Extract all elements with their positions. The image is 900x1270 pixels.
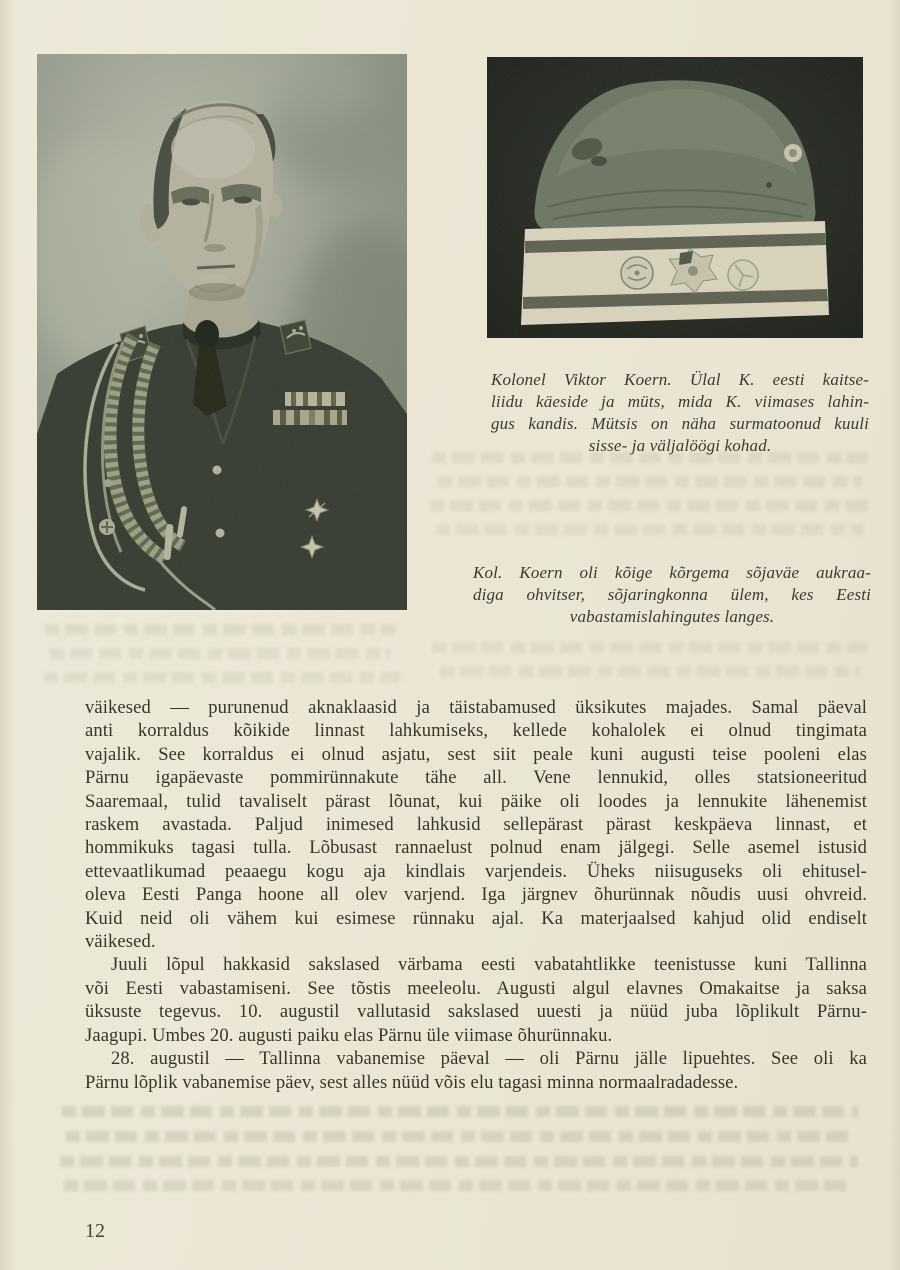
bleedthrough-text: [430, 500, 870, 511]
text-line: vajalik. See korraldus ei olnud asjatu, sest siit peale kuni augusti teise pooleni elas: [85, 743, 867, 765]
text-line: Jaagupi. Umbes 20. augusti paiku elas Pärnu üle viimase õhurünnaku.: [85, 1024, 613, 1046]
page-number: 12: [85, 1220, 105, 1242]
caption-line: Kolonel Viktor Koern. Ülal K. eesti kaitse-: [491, 370, 869, 389]
text-line: 28. augustil — Tallinna vabanemise päeval — oli Pärnu jälle lipuehtes. See oli ka: [111, 1048, 867, 1070]
caption-line: gus kandis. Mütsis on näha surmatoonud kuuli: [491, 414, 869, 433]
bleedthrough-text: [66, 1131, 854, 1142]
text-line: Pärnu lõplik vabanemise päev, sest alles nüüd võis elu tagasi minna normaalradadesse.: [85, 1071, 739, 1093]
caption-line: diga ohvitser, sõjaringkonna ülem, kes Eesti: [473, 585, 871, 604]
body-text: [85, 696, 867, 1094]
bleedthrough-text: [62, 1106, 858, 1117]
portrait-photo: [37, 54, 407, 610]
bleedthrough-text: [44, 672, 400, 683]
paragraph: [85, 953, 867, 1047]
text-line: Pärnu igapäevaste pommirünnakute tähe all. Vene lennukid, olles statsioneeritud: [85, 767, 867, 789]
bleedthrough-text: [64, 1180, 850, 1191]
bleedthrough-text: [45, 624, 395, 635]
text-line: väikesed — purunenud aknaklaasid ja täistabamused üksikutes majades. Samal päeval: [85, 697, 867, 718]
cap-photo: [487, 57, 863, 338]
bleedthrough-text: [436, 524, 864, 535]
paragraph: [85, 1047, 867, 1094]
text-line: või Eesti vabastamiseni. See tõstis meeleolu. Augusti algul elavnes Omakaitse ja saksa: [85, 977, 867, 999]
text-line: Juuli lõpul hakkasid sakslased värbama eesti vabatahtlikke teenistusse kuni Tallinna: [111, 954, 867, 976]
koern-caption: [473, 562, 871, 628]
text-line: oleva Eesti Panga hoone all olev varjend. Iga järgnev õhurünnak nõudis uusi ohvreid.: [85, 884, 867, 906]
text-line: üksuste tegevus. 10. augustil vallutasid sakslased uuesti ja nüüd juba lõplikult Pärnu-: [85, 1001, 867, 1023]
text-line: Saaremaal, tulid tavaliselt pärast lõunat, kui päike oli loodes ja lennukite lähenemist: [85, 790, 867, 812]
text-line: Kuid neid oli vähem kui esimese rünnaku ajal. Ka materjaalsed kahjud olid endiselt: [85, 907, 867, 929]
caption-line: sisse- ja väljalöögi kohad.: [588, 436, 772, 455]
caption-line: Kol. Koern oli kõige kõrgema sõjaväe aukraa-: [473, 563, 871, 582]
bleedthrough-text: [438, 476, 862, 487]
paragraph: [85, 696, 867, 953]
bleedthrough-text: [50, 648, 390, 659]
text-line: anti korraldus kõikide linnast lahkumiseks, kellede kohalolek ei olnud tingimata: [85, 720, 867, 742]
text-line: raskem avastada. Paljud inimesed lahkusid sellepärast pärast keskpäeva linnast, et: [85, 814, 867, 836]
text-line: ettevaatlikumad peaaegu kogu aja kindlais varjendeis. Üheks niisuguseks oli ehitusel-: [85, 860, 867, 882]
caption-line: vabastamislahingutes langes.: [569, 607, 775, 626]
cap-photo-caption: [491, 369, 869, 457]
bleedthrough-text: [440, 666, 860, 677]
bleedthrough-text: [60, 1156, 858, 1167]
bleedthrough-text: [432, 642, 868, 653]
text-line: väikesed.: [85, 931, 156, 953]
caption-line: liidu käeside ja müts, mida K. viimases lahin-: [491, 392, 869, 411]
text-line: hommikuks tagasi tulla. Lõbusast rannaelust polnud enam jälgegi. Selle asemel istusid: [85, 837, 867, 859]
